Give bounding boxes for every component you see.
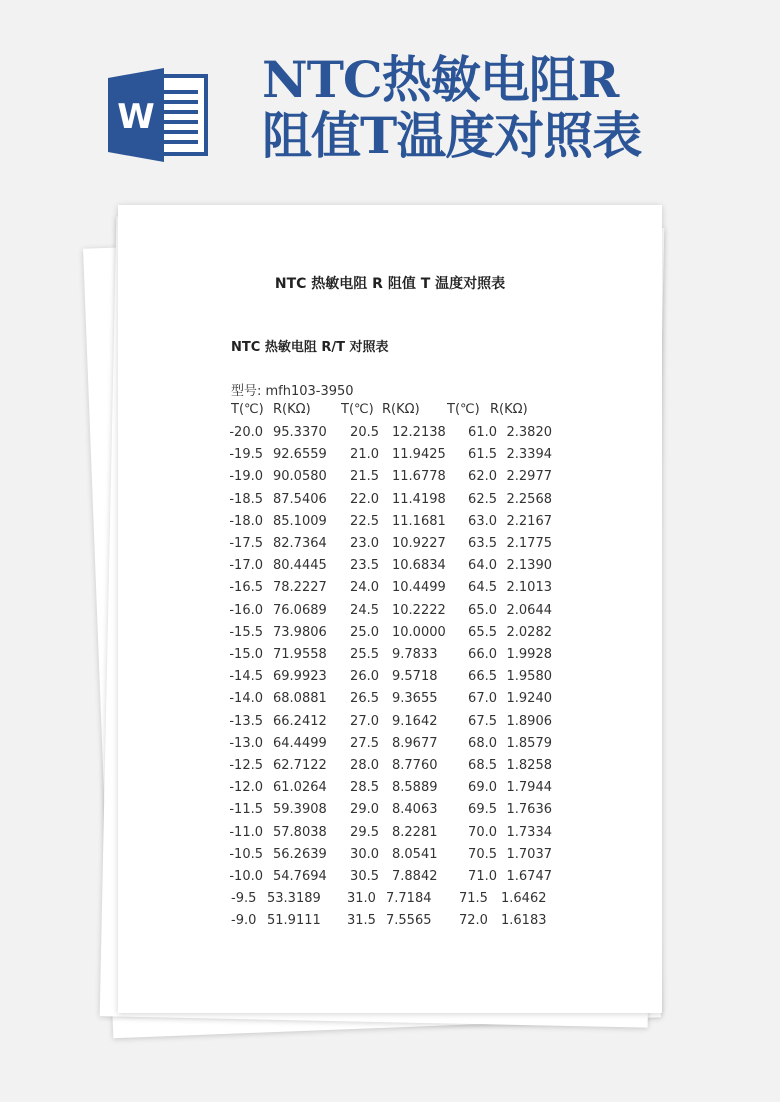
temperature-cell: 22.0 [350, 491, 379, 507]
resistance-cell: 73.9806 [273, 624, 327, 640]
resistance-cell: 82.7364 [273, 536, 327, 551]
temperature-cell: 70.0 [468, 824, 497, 840]
temperature-cell: 21.0 [350, 447, 379, 463]
temperature-cell: 31.5 [347, 913, 376, 929]
temperature-cell: 64.0 [468, 558, 497, 574]
temperature-cell: 28.0 [350, 758, 379, 773]
column-header: T(℃) [341, 402, 374, 417]
resistance-cell: 2.1013 [506, 580, 552, 596]
resistance-cell: 10.0000 [392, 624, 446, 640]
column-header: R(KΩ) [273, 402, 311, 417]
temperature-cell: 65.5 [468, 624, 497, 640]
resistance-cell: 2.0282 [506, 624, 552, 640]
temperature-cell: -12.5 [229, 758, 263, 773]
temperature-cell: 24.5 [350, 602, 379, 618]
resistance-cell: 1.6462 [501, 891, 547, 907]
temperature-cell: 25.0 [350, 624, 379, 640]
temperature-cell: -11.5 [229, 802, 263, 818]
temperature-cell: -14.0 [229, 691, 263, 707]
temperature-cell: 61.5 [468, 447, 497, 463]
header-title [262, 52, 641, 164]
resistance-cell: 1.7636 [506, 802, 552, 818]
temperature-cell: 31.0 [347, 891, 376, 907]
resistance-cell: 78.2227 [273, 580, 327, 596]
resistance-cell: 57.8038 [273, 824, 327, 840]
temperature-cell: 27.5 [350, 735, 379, 751]
temperature-cell: 69.5 [468, 802, 497, 818]
temperature-cell: 30.5 [350, 869, 379, 884]
document-subtitle: NTC 热敏电阻 R/T 对照表 [231, 340, 389, 355]
temperature-cell: -18.0 [229, 513, 263, 529]
temperature-cell: -13.0 [229, 735, 263, 751]
temperature-cell: -20.0 [229, 425, 263, 440]
resistance-cell: 10.2222 [392, 602, 446, 618]
resistance-cell: 2.0644 [506, 602, 552, 618]
temperature-cell: 62.5 [468, 491, 497, 507]
temperature-cell: 65.0 [468, 602, 497, 618]
resistance-cell: 1.8906 [506, 713, 552, 729]
resistance-cell: 1.9240 [506, 691, 552, 707]
temperature-cell: 23.0 [350, 536, 379, 551]
column-header: R(KΩ) [382, 402, 420, 417]
word-document-icon [108, 68, 208, 162]
resistance-cell: 2.2167 [506, 513, 552, 529]
temperature-cell: -11.0 [229, 824, 263, 840]
document-title: NTC 热敏电阻 R 阻值 T 温度对照表 [274, 276, 506, 292]
resistance-cell: 69.9923 [273, 669, 327, 685]
temperature-cell: 66.5 [468, 669, 497, 685]
temperature-cell: -18.5 [229, 491, 263, 507]
resistance-cell: 1.6183 [501, 913, 547, 929]
temperature-cell: -17.0 [229, 558, 263, 574]
temperature-cell: -16.5 [229, 580, 263, 596]
temperature-cell: 24.0 [350, 580, 379, 596]
column-header: T(℃) [231, 402, 264, 417]
resistance-cell: 1.9580 [506, 669, 552, 685]
resistance-cell: 8.7760 [392, 758, 438, 773]
temperature-cell: -9.5 [231, 891, 257, 907]
resistance-cell: 1.9928 [506, 647, 552, 662]
resistance-cell: 2.3394 [506, 447, 552, 463]
temperature-cell: 63.0 [468, 513, 497, 529]
resistance-cell: 8.9677 [392, 735, 438, 751]
temperature-cell: -15.0 [229, 647, 263, 662]
resistance-cell: 2.3820 [506, 425, 552, 440]
header-title-line1: NTC热敏电阻R [262, 50, 619, 109]
resistance-cell: 9.1642 [392, 713, 438, 729]
temperature-cell: -19.0 [229, 469, 263, 485]
temperature-cell: 69.0 [468, 780, 497, 796]
temperature-cell: 68.5 [468, 758, 497, 773]
temperature-cell: 25.5 [350, 647, 379, 662]
resistance-cell: 11.6778 [392, 469, 446, 485]
resistance-cell: 66.2412 [273, 713, 327, 729]
resistance-cell: 10.6834 [392, 558, 446, 574]
resistance-cell: 2.2977 [506, 469, 552, 485]
resistance-cell: 7.5565 [386, 913, 432, 929]
resistance-cell: 11.4198 [392, 491, 446, 507]
resistance-cell: 1.8258 [506, 758, 552, 773]
resistance-cell: 12.2138 [392, 425, 446, 440]
temperature-cell: 62.0 [468, 469, 497, 485]
resistance-cell: 10.9227 [392, 536, 446, 551]
resistance-cell: 9.5718 [392, 669, 438, 685]
temperature-cell: 27.0 [350, 713, 379, 729]
resistance-cell: 80.4445 [273, 558, 327, 574]
temperature-cell: -12.0 [229, 780, 263, 796]
resistance-cell: 8.4063 [392, 802, 438, 818]
resistance-cell: 61.0264 [273, 780, 327, 796]
resistance-cell: 9.3655 [392, 691, 438, 707]
resistance-cell: 1.7037 [506, 846, 552, 862]
resistance-cell: 68.0881 [273, 691, 327, 707]
temperature-cell: 68.0 [468, 735, 497, 751]
model-label: 型号: mfh103-3950 [231, 384, 354, 399]
column-header: R(KΩ) [490, 402, 528, 417]
resistance-cell: 64.4499 [273, 735, 327, 751]
temperature-cell: -15.5 [229, 624, 263, 640]
resistance-cell: 62.7122 [273, 758, 327, 773]
resistance-cell: 1.6747 [506, 869, 552, 884]
temperature-cell: 28.5 [350, 780, 379, 796]
temperature-cell: 72.0 [459, 913, 488, 929]
resistance-cell: 85.1009 [273, 513, 327, 529]
resistance-cell: 2.1775 [506, 536, 552, 551]
temperature-cell: -16.0 [229, 602, 263, 618]
svg-text:W: W [117, 97, 155, 137]
temperature-cell: 63.5 [468, 536, 497, 551]
temperature-cell: -13.5 [229, 713, 263, 729]
temperature-cell: 20.5 [350, 425, 379, 440]
temperature-cell: 67.5 [468, 713, 497, 729]
temperature-cell: 23.5 [350, 558, 379, 574]
temperature-cell: 64.5 [468, 580, 497, 596]
resistance-cell: 59.3908 [273, 802, 327, 818]
temperature-cell: 66.0 [468, 647, 497, 662]
resistance-cell: 54.7694 [273, 869, 327, 884]
temperature-cell: 71.0 [468, 869, 497, 884]
resistance-cell: 56.2639 [273, 846, 327, 862]
temperature-cell: -10.5 [229, 846, 263, 862]
resistance-cell: 2.2568 [506, 491, 552, 507]
resistance-cell: 53.3189 [267, 891, 321, 907]
resistance-cell: 11.1681 [392, 513, 446, 529]
resistance-cell: 1.8579 [506, 735, 552, 751]
temperature-cell: 22.5 [350, 513, 379, 529]
temperature-cell: 61.0 [468, 425, 497, 440]
temperature-cell: 67.0 [468, 691, 497, 707]
resistance-cell: 1.7944 [506, 780, 552, 796]
resistance-cell: 2.1390 [506, 558, 552, 574]
resistance-cell: 71.9558 [273, 647, 327, 662]
temperature-cell: -17.5 [229, 536, 263, 551]
resistance-cell: 8.5889 [392, 780, 438, 796]
temperature-cell: -14.5 [229, 669, 263, 685]
temperature-cell: 21.5 [350, 469, 379, 485]
temperature-cell: 26.0 [350, 669, 379, 685]
temperature-cell: 70.5 [468, 846, 497, 862]
temperature-cell: -19.5 [229, 447, 263, 463]
resistance-cell: 11.9425 [392, 447, 446, 463]
temperature-cell: -9.0 [231, 913, 257, 929]
temperature-cell: -10.0 [229, 869, 263, 884]
header-title-line2: 阻值T温度对照表 [262, 106, 642, 165]
resistance-cell: 7.8842 [392, 869, 438, 884]
resistance-cell: 87.5406 [273, 491, 327, 507]
temperature-cell: 29.5 [350, 824, 379, 840]
resistance-cell: 51.9111 [267, 913, 321, 929]
resistance-cell: 10.4499 [392, 580, 446, 596]
temperature-cell: 71.5 [459, 891, 488, 907]
resistance-cell: 90.0580 [273, 469, 327, 485]
column-header: T(℃) [447, 402, 480, 417]
resistance-cell: 9.7833 [392, 647, 438, 662]
resistance-cell: 7.7184 [386, 891, 432, 907]
resistance-cell: 8.2281 [392, 824, 438, 840]
resistance-cell: 1.7334 [506, 824, 552, 840]
temperature-cell: 30.0 [350, 846, 379, 862]
resistance-cell: 95.3370 [273, 425, 327, 440]
temperature-cell: 29.0 [350, 802, 379, 818]
resistance-cell: 8.0541 [392, 846, 438, 862]
resistance-cell: 76.0689 [273, 602, 327, 618]
temperature-cell: 26.5 [350, 691, 379, 707]
resistance-cell: 92.6559 [273, 447, 327, 463]
